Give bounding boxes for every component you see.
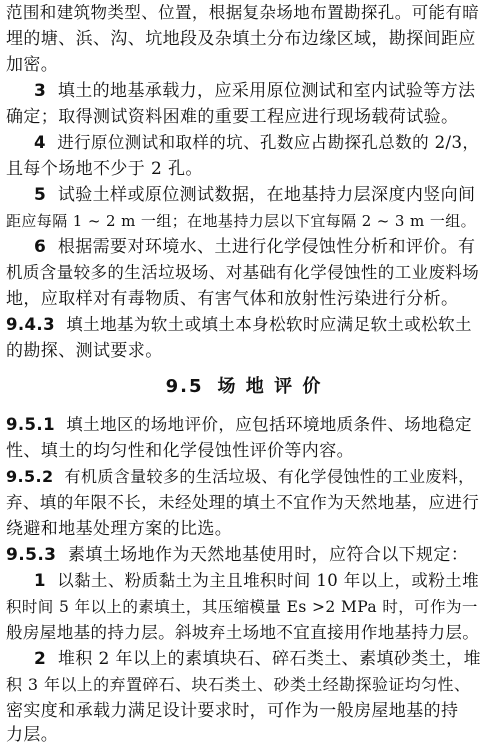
text-line: 且每个场地不少于 2 孔。 [6,159,203,179]
text-line: 的勘探、测试要求。 [6,341,163,361]
clause-heading: 9.5.3 素填土场地作为天然地基使用时，应符合以下规定： [6,545,469,565]
clause-item: 1 以黏土、粉质黏土为主且堆积时间 10 年以上，或粉土堆 [34,571,479,590]
clause-item: 4 进行原位测试和取样的坑、孔数应占勘探孔总数的 2/3， [34,133,480,152]
section-title: 9.5 场 地 评 价 [165,376,323,397]
text-line: 距应每隔 1 ~ 2 m 一组；在地基持力层以下宜每隔 2 ~ 3 m 一组。 [6,212,477,230]
clause-item: 2 堆积 2 年以上的素填块石、碎石类土、素填砂类土，堆 [34,649,481,669]
clause-item: 6 根据需要对环境水、土进行化学侵蚀性分析和评价。有 [34,237,476,257]
text-line: 积时间 5 年以上的素填土，其压缩模量 Es >2 MPa 时，可作为一 [6,598,478,616]
text-line: 范围和建筑物类型、位置，根据复杂场地布置勘探孔。可能有暗 [6,3,480,22]
text-line: 加密。 [6,55,59,75]
clause-item: 3 填土的地基承载力，应采用原位测试和室内试验等方法 [34,81,476,101]
text-line: 积 3 年以上的弃置碎石、块石类土、砂类土经勘探验证均匀性、 [6,675,471,694]
text-line: 弃、填的年限不长，未经处理的填土不宜作为天然地基，应进行 [6,493,480,512]
text-line: 密实度和承载力满足设计要求时，可作为一般房屋地基的持 [6,701,459,721]
clause-item: 5 试验土样或原位测试数据，在地基持力层深度内竖向间 [34,185,476,205]
text-line: 般房屋地基的持力层。斜坡弃土场地不宜直接用作地基持力层。 [6,623,480,642]
text-line: 地，应取样对有毒物质、有害气体和放射性污染进行分析。 [6,289,459,309]
clause-heading: 9.4.3 填土地基为软土或填土本身松软时应满足软土或松软土 [6,315,472,334]
clause-heading: 9.5.2 有机质含量较多的生活垃圾、有化学侵蚀性的工业废料， [6,467,475,486]
text-line: 性、填土的均匀性和化学侵蚀性评价等内容。 [6,441,354,461]
text-line: 埋的塘、浜、沟、坑地段及杂填土分布边缘区域，勘探间距应 [6,29,476,49]
text-line: 绕避和地基处理方案的比选。 [6,519,233,539]
text-line: 力层。 [6,725,59,745]
clause-heading: 9.5.1 填土地区的场地评价，应包括环境地质条件、场地稳定 [6,415,472,434]
text-line: 确定；取得测试资料困难的重要工程应进行现场载荷试验。 [6,107,459,127]
text-line: 机质含量较多的生活垃圾场、对基础有化学侵蚀性的工业废料场 [6,263,480,282]
